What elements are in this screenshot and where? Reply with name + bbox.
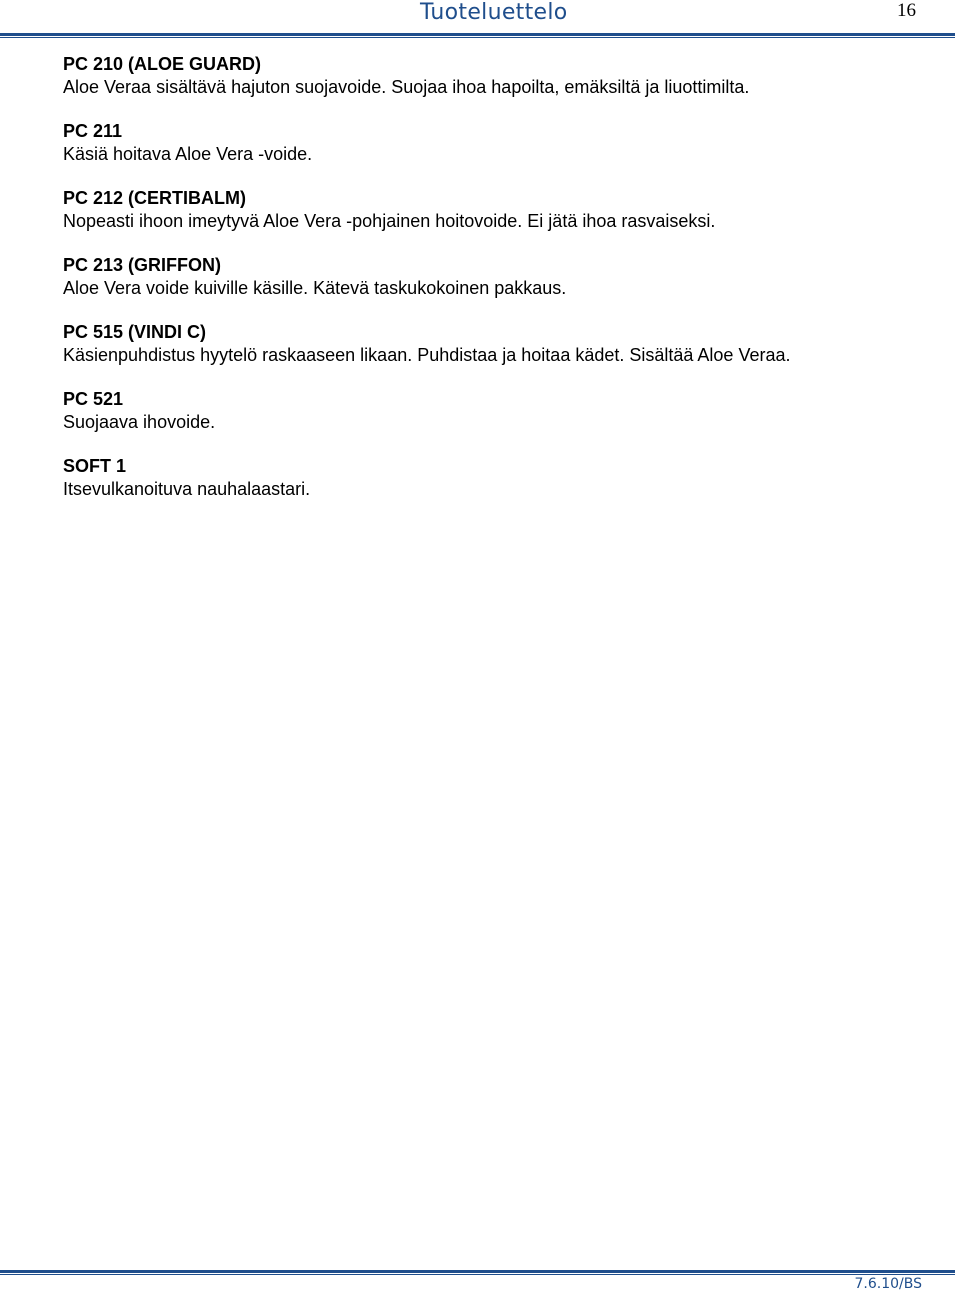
- product-list: [63, 53, 923, 522]
- product-description: Käsiä hoitava Aloe Vera -voide.: [63, 144, 313, 164]
- product-entry: [63, 187, 923, 233]
- product-description: Aloe Veraa sisältävä hajuton suojavoide. Suojaa ihoa hapoilta, emäksiltä ja liuottimilta.: [63, 77, 750, 97]
- footer-date: 7.6.10/BS: [854, 1276, 922, 1292]
- product-code: PC 210 (ALOE GUARD): [63, 54, 262, 74]
- footer-divider: [0, 1270, 955, 1273]
- product-code: PC 515 (VINDI C): [63, 322, 207, 342]
- product-code: PC 521: [63, 389, 124, 409]
- page-number: 16: [897, 0, 916, 21]
- footer-divider-thin: [0, 1274, 955, 1275]
- product-description: Suojaava ihovoide.: [63, 412, 216, 432]
- product-code: PC 212 (CERTIBALM): [63, 188, 247, 208]
- product-entry: [63, 120, 923, 166]
- page-header-title: Tuoteluettelo: [420, 0, 568, 25]
- product-code: PC 211: [63, 121, 123, 141]
- header-divider-thin: [0, 37, 955, 38]
- product-description: Itsevulkanoituva nauhalaastari.: [63, 479, 311, 499]
- product-description: Käsienpuhdistus hyytelö raskaaseen likaan. Puhdistaa ja hoitaa kädet. Sisältää Aloe Veraa.: [63, 345, 791, 365]
- product-code: PC 213 (GRIFFON): [63, 255, 222, 275]
- product-entry: [63, 388, 923, 434]
- product-entry: [63, 53, 923, 99]
- header-divider: [0, 33, 955, 36]
- product-entry: [63, 321, 923, 367]
- product-entry: [63, 455, 923, 501]
- product-entry: [63, 254, 923, 300]
- product-code: SOFT 1: [63, 456, 127, 476]
- product-description: Nopeasti ihoon imeytyvä Aloe Vera -pohjainen hoitovoide. Ei jätä ihoa rasvaiseksi.: [63, 211, 716, 231]
- product-description: Aloe Vera voide kuiville käsille. Kätevä taskukokoinen pakkaus.: [63, 278, 567, 298]
